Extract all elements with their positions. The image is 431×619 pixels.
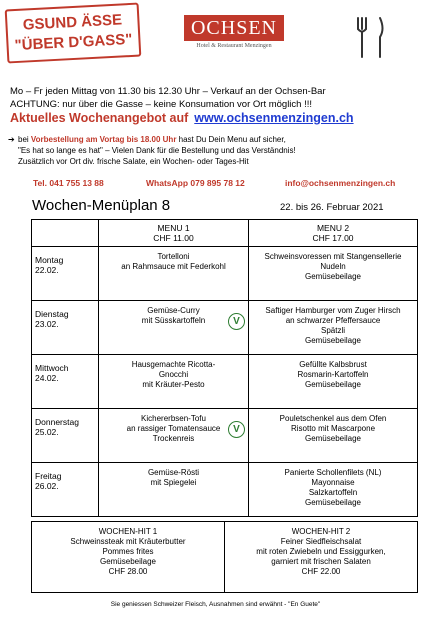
dish-line: Gemüsebeilage xyxy=(304,336,362,345)
footer-note: Sie geniessen Schweizer Fleisch, Ausnahmen sind erwähnt - "En Guete" xyxy=(110,601,321,608)
dish-line: Nudeln xyxy=(320,262,346,271)
day-row-thursday xyxy=(32,409,418,463)
day-row-friday xyxy=(32,463,418,517)
dish-line: Panierte Schollenfilets (NL) xyxy=(284,468,382,477)
dish-line: Gemüse-Rösti xyxy=(147,468,200,477)
dish-line: Salzkartoffeln xyxy=(308,488,358,497)
day-date: 23.02. xyxy=(35,319,59,329)
stamp-line-2: "ÜBER D'GASS" xyxy=(14,30,133,55)
menu2-cell xyxy=(249,301,418,355)
weekly-offer-line xyxy=(10,111,354,125)
day-cell xyxy=(32,247,99,301)
menu1-cell xyxy=(99,247,249,301)
dish-line: Saftiger Hamburger vom Zuger Hirsch xyxy=(265,306,401,315)
menu2-name: MENU 2 xyxy=(316,223,350,233)
phone-contact[interactable]: Tel. 041 755 13 88 xyxy=(33,178,104,188)
day-date: 26.02. xyxy=(35,481,59,491)
ochsen-logo xyxy=(184,15,284,49)
website-link[interactable]: www.ochsenmenzingen.ch xyxy=(194,111,354,125)
logo-name: OCHSEN xyxy=(184,15,284,41)
hit-line: Schweinssteak mit Kräuterbutter xyxy=(70,537,186,546)
vegan-icon: V xyxy=(228,313,245,330)
dish-line: Mayonnaise xyxy=(311,478,355,487)
day-name: Freitag xyxy=(35,471,62,481)
dish-line: Risotto mit Mascarpone xyxy=(290,424,376,433)
whatsapp-contact[interactable]: WhatsApp 079 895 78 12 xyxy=(146,178,245,188)
plan-dates: 22. bis 26. Februar 2021 xyxy=(280,202,384,213)
menu-table xyxy=(31,219,418,517)
hit-price: CHF 28.00 xyxy=(108,567,148,576)
menu2-cell xyxy=(249,409,418,463)
menu1-cell xyxy=(99,355,249,409)
dish-line: Tortelloni xyxy=(157,252,190,261)
hit-line: garniert mit frischen Salaten xyxy=(271,557,371,566)
menu2-cell xyxy=(249,463,418,517)
day-cell xyxy=(32,409,99,463)
preorder-note xyxy=(18,135,286,144)
hit-title: WOCHEN-HIT 1 xyxy=(98,527,158,536)
wochen-hit-2 xyxy=(225,522,418,593)
menu2-price: CHF 17.00 xyxy=(312,233,354,243)
dish-line: Schweinsvoressen mit Stangensellerie xyxy=(264,252,402,261)
day-name: Montag xyxy=(35,255,64,265)
day-date: 22.02. xyxy=(35,265,59,275)
dish-line: Gnocchi xyxy=(158,370,189,379)
day-date: 25.02. xyxy=(35,427,59,437)
menu2-cell xyxy=(249,247,418,301)
plan-title: Wochen-Menüplan 8 xyxy=(32,197,171,214)
header-empty-cell xyxy=(32,220,99,247)
day-cell xyxy=(32,355,99,409)
extras-note: Zusätzlich vor Ort div. frische Salate, ein Wochen- oder Tages-Hit xyxy=(18,157,249,166)
fork-knife-icon xyxy=(350,15,390,60)
dish-line: mit Kräuter-Pesto xyxy=(142,380,205,389)
dish-line: Gemüsebeilage xyxy=(304,498,362,507)
dish-line: an schwarzer Pfeffersauce xyxy=(285,316,381,325)
hit-line: Pommes frites xyxy=(102,547,154,556)
dish-line: an rassiger Tomatensauce xyxy=(126,424,221,433)
day-cell xyxy=(32,463,99,517)
dish-line: mit Spiegelei xyxy=(150,478,197,487)
dish-line: Trockenreis xyxy=(152,434,195,443)
dish-line: Kichererbsen-Tofu xyxy=(141,414,206,423)
weekly-offer-text: Aktuelles Wochenangebot auf xyxy=(10,111,189,125)
day-row-wednesday xyxy=(32,355,418,409)
dish-line: Spätzli xyxy=(320,326,345,335)
menu1-cell xyxy=(99,301,249,355)
email-contact[interactable]: info@ochsenmenzingen.ch xyxy=(285,178,396,188)
dish-line: Gemüse-Curry xyxy=(147,306,200,315)
dish-line: mit Süsskartoffeln xyxy=(141,316,206,325)
opening-hours-line: Mo – Fr jeden Mittag von 11.30 bis 12.30 Uhr – Verkauf an der Ochsen-Bar xyxy=(10,86,326,97)
menu-header-row xyxy=(32,220,418,247)
day-row-tuesday xyxy=(32,301,418,355)
day-name: Donnerstag xyxy=(35,417,79,427)
preorder-note-b: hast Du Dein Menu auf sicher, xyxy=(176,135,286,144)
dish-line: Hausgemachte Ricotta- xyxy=(131,360,216,369)
day-row-monday xyxy=(32,247,418,301)
menu1-cell xyxy=(99,463,249,517)
day-name: Dienstag xyxy=(35,309,69,319)
dish-line: Gefüllte Kalbsbrust xyxy=(299,360,367,369)
preorder-note-deadline: Vorbestellung am Vortag bis 18.00 Uhr xyxy=(30,135,177,144)
gsund-aesse-stamp xyxy=(5,3,142,64)
dish-line: an Rahmsauce mit Federkohl xyxy=(121,262,226,271)
vegan-icon: V xyxy=(228,421,245,438)
menu1-name: MENU 1 xyxy=(157,223,190,233)
menu1-price: CHF 11.00 xyxy=(153,233,194,243)
dish-line: Gemüsebeilage xyxy=(304,434,362,443)
day-cell xyxy=(32,301,99,355)
logo-subtitle: Hotel & Restaurant Menzingen xyxy=(196,43,272,49)
menu1-header xyxy=(99,220,249,247)
thanks-note: "Es hat so lange es hat" – Vielen Dank für die Bestellung und das Verständnis! xyxy=(18,146,296,155)
hit-price: CHF 22.00 xyxy=(301,567,341,576)
hit-line: Feiner Siedfleischsalat xyxy=(280,537,362,546)
hit-line: mit roten Zwiebeln und Essiggurken, xyxy=(256,547,386,556)
menu2-cell xyxy=(249,355,418,409)
day-name: Mittwoch xyxy=(35,363,69,373)
attention-line: ACHTUNG: nur über die Gasse – keine Konsumation vor Ort möglich !!! xyxy=(10,99,313,110)
hit-title: WOCHEN-HIT 2 xyxy=(291,527,351,536)
dish-line: Pouletschenkel aus dem Ofen xyxy=(279,414,387,423)
day-date: 24.02. xyxy=(35,373,59,383)
wochen-hit-1 xyxy=(32,522,225,593)
hits-row xyxy=(32,522,418,593)
menu1-cell xyxy=(99,409,249,463)
dish-line: Gemüsebeilage xyxy=(304,380,362,389)
arrow-right-icon: ➔ xyxy=(8,135,15,144)
weekly-hits-table xyxy=(31,521,418,593)
dish-line: Rosmarin-Kartoffeln xyxy=(297,370,369,379)
menu2-header xyxy=(249,220,418,247)
dish-line: Gemüsebeilage xyxy=(304,272,362,281)
stamp-line-1: GSUND ÄSSE xyxy=(22,11,123,34)
hit-line: Gemüsebeilage xyxy=(99,557,157,566)
preorder-note-a: bei xyxy=(18,135,31,144)
